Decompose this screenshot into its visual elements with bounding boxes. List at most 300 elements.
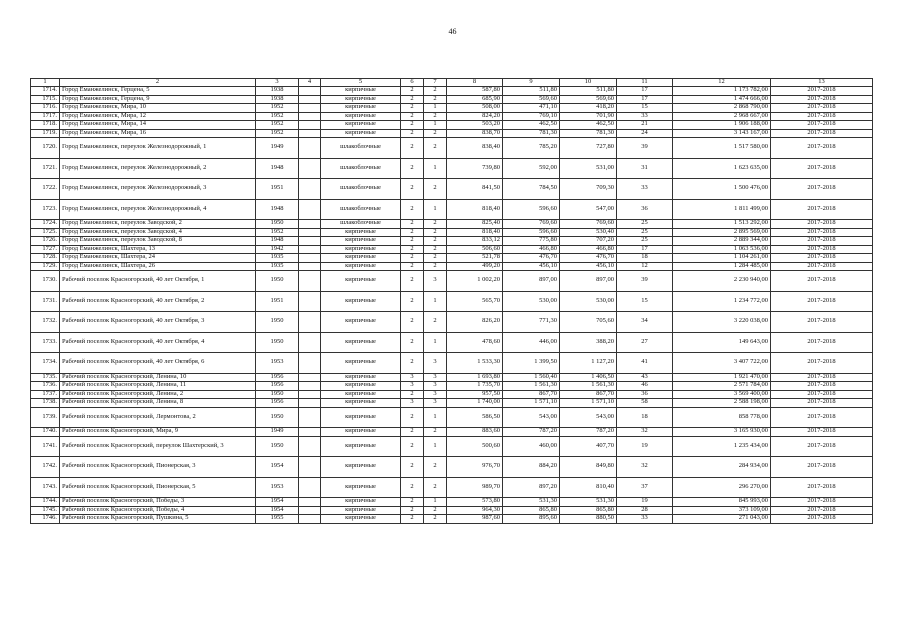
residential-area-cell: 407,70: [560, 436, 617, 457]
build-year-cell: 1954: [256, 498, 299, 507]
repair-cost-cell: 1 921 470,00: [673, 373, 771, 382]
row-number-cell: 1722.: [31, 179, 60, 200]
build-year-cell: 1951: [256, 179, 299, 200]
address-cell: Рабочий поселок Красногорский, Пушкина, 5: [60, 515, 256, 524]
living-area-cell: 530,00: [503, 291, 560, 312]
build-year-cell: 1950: [256, 407, 299, 428]
repair-period-cell: 2017-2018: [771, 262, 873, 271]
row-number-cell: 1742.: [31, 457, 60, 478]
total-area-cell: 1 740,00: [447, 399, 503, 408]
column-number-row: [31, 79, 873, 87]
table-row: [31, 399, 873, 408]
living-area-cell: 1 560,40: [503, 373, 560, 382]
row-number-cell: 1732.: [31, 312, 60, 333]
living-area-cell: 769,60: [503, 220, 560, 229]
row-number-cell: 1727.: [31, 245, 60, 254]
column-4-cell: [299, 199, 321, 220]
build-year-cell: 1953: [256, 477, 299, 498]
repair-period-cell: 2017-2018: [771, 353, 873, 374]
repair-period-cell: 2017-2018: [771, 220, 873, 229]
build-year-cell: 1950: [256, 332, 299, 353]
floors-cell: 2: [401, 436, 424, 457]
total-area-cell: 818,40: [447, 199, 503, 220]
residential-area-cell: 1 406,50: [560, 373, 617, 382]
entrances-cell: 3: [424, 271, 447, 292]
address-cell: Город Еманжелинск, переулок Железнодорожный, 3: [60, 179, 256, 200]
wall-material-cell: кирпичные: [321, 407, 401, 428]
floors-cell: 2: [401, 199, 424, 220]
repair-period-cell: 2017-2018: [771, 199, 873, 220]
column-number-7: 7: [424, 79, 447, 87]
repair-cost-cell: 296 270,00: [673, 477, 771, 498]
repair-cost-cell: 1 500 476,00: [673, 179, 771, 200]
wall-material-cell: шлакоблочные: [321, 179, 401, 200]
wall-material-cell: шлакоблочные: [321, 158, 401, 179]
living-area-cell: 531,30: [503, 498, 560, 507]
column-4-cell: [299, 95, 321, 104]
column-4-cell: [299, 477, 321, 498]
table-row: [31, 353, 873, 374]
address-cell: Город Еманжелинск, Мира, 16: [60, 129, 256, 138]
repair-period-cell: 2017-2018: [771, 228, 873, 237]
address-cell: Рабочий поселок Красногорский, Победы, 4: [60, 506, 256, 515]
table-row: [31, 271, 873, 292]
total-area-cell: 508,00: [447, 104, 503, 113]
living-area-cell: 1 399,50: [503, 353, 560, 374]
row-number-cell: 1726.: [31, 237, 60, 246]
total-area-cell: 838,40: [447, 138, 503, 159]
repair-period-cell: 2017-2018: [771, 179, 873, 200]
total-area-cell: 500,60: [447, 436, 503, 457]
address-cell: Город Еманжелинск, Мира, 12: [60, 112, 256, 121]
residential-area-cell: 1 561,30: [560, 382, 617, 391]
table-row: [31, 87, 873, 96]
repair-period-cell: 2017-2018: [771, 390, 873, 399]
living-area-cell: 867,70: [503, 390, 560, 399]
living-area-cell: 596,60: [503, 199, 560, 220]
wall-material-cell: кирпичные: [321, 477, 401, 498]
address-cell: Рабочий поселок Красногорский, 40 лет Октября, 1: [60, 271, 256, 292]
entrances-cell: 1: [424, 104, 447, 113]
table-row: [31, 228, 873, 237]
column-number-3: 3: [256, 79, 299, 87]
residents-cell: 15: [617, 104, 673, 113]
build-year-cell: 1952: [256, 121, 299, 130]
address-cell: Рабочий поселок Красногорский, Мира, 9: [60, 428, 256, 437]
row-number-cell: 1714.: [31, 87, 60, 96]
repair-cost-cell: 3 220 038,00: [673, 312, 771, 333]
floors-cell: 2: [401, 353, 424, 374]
column-4-cell: [299, 104, 321, 113]
residential-area-cell: 456,10: [560, 262, 617, 271]
address-cell: Город Еманжелинск, переулок Заводской, 2: [60, 220, 256, 229]
total-area-cell: 521,78: [447, 254, 503, 263]
address-cell: Город Еманжелинск, переулок Заводской, 8: [60, 237, 256, 246]
repair-period-cell: 2017-2018: [771, 104, 873, 113]
page-number: 46: [448, 27, 457, 36]
address-cell: Рабочий поселок Красногорский, переулок Шахтерский, 3: [60, 436, 256, 457]
table-row: [31, 158, 873, 179]
living-area-cell: 897,00: [503, 271, 560, 292]
living-area-cell: 784,50: [503, 179, 560, 200]
total-area-cell: 506,60: [447, 245, 503, 254]
entrances-cell: 3: [424, 382, 447, 391]
repair-cost-cell: 2 868 790,00: [673, 104, 771, 113]
address-cell: Рабочий поселок Красногорский, 40 лет Октября, 6: [60, 353, 256, 374]
repair-period-cell: 2017-2018: [771, 254, 873, 263]
total-area-cell: 957,50: [447, 390, 503, 399]
total-area-cell: 987,60: [447, 515, 503, 524]
residents-cell: 33: [617, 112, 673, 121]
column-4-cell: [299, 138, 321, 159]
build-year-cell: 1948: [256, 237, 299, 246]
repair-cost-cell: 845 993,00: [673, 498, 771, 507]
table-row: [31, 332, 873, 353]
entrances-cell: 1: [424, 498, 447, 507]
repair-cost-cell: 2 571 784,00: [673, 382, 771, 391]
column-4-cell: [299, 353, 321, 374]
floors-cell: 2: [401, 104, 424, 113]
residential-area-cell: 787,20: [560, 428, 617, 437]
entrances-cell: 2: [424, 95, 447, 104]
residents-cell: 58: [617, 399, 673, 408]
entrances-cell: 2: [424, 112, 447, 121]
floors-cell: 2: [401, 112, 424, 121]
wall-material-cell: кирпичные: [321, 254, 401, 263]
residents-cell: 18: [617, 407, 673, 428]
table-row: [31, 121, 873, 130]
wall-material-cell: кирпичные: [321, 291, 401, 312]
residential-area-cell: 530,40: [560, 228, 617, 237]
wall-material-cell: шлакоблочные: [321, 138, 401, 159]
entrances-cell: 2: [424, 179, 447, 200]
repair-period-cell: 2017-2018: [771, 382, 873, 391]
address-cell: Город Еманжелинск, Герцена, 5: [60, 87, 256, 96]
residential-area-cell: 709,30: [560, 179, 617, 200]
residential-area-cell: 388,20: [560, 332, 617, 353]
build-year-cell: 1952: [256, 112, 299, 121]
repair-cost-cell: 1 906 188,00: [673, 121, 771, 130]
living-area-cell: 787,20: [503, 428, 560, 437]
repair-cost-cell: 858 778,00: [673, 407, 771, 428]
residential-area-cell: 810,40: [560, 477, 617, 498]
row-number-cell: 1724.: [31, 220, 60, 229]
column-4-cell: [299, 390, 321, 399]
living-area-cell: 543,00: [503, 407, 560, 428]
column-4-cell: [299, 428, 321, 437]
entrances-cell: 3: [424, 390, 447, 399]
entrances-cell: 2: [424, 262, 447, 271]
residents-cell: 17: [617, 245, 673, 254]
floors-cell: 2: [401, 498, 424, 507]
row-number-cell: 1729.: [31, 262, 60, 271]
wall-material-cell: кирпичные: [321, 95, 401, 104]
wall-material-cell: кирпичные: [321, 515, 401, 524]
repair-cost-cell: 3 165 930,00: [673, 428, 771, 437]
total-area-cell: 976,70: [447, 457, 503, 478]
column-number-4: 4: [299, 79, 321, 87]
column-number-10: 10: [560, 79, 617, 87]
repair-period-cell: 2017-2018: [771, 436, 873, 457]
address-cell: Город Еманжелинск, переулок Заводской, 4: [60, 228, 256, 237]
repair-cost-cell: 1 623 635,00: [673, 158, 771, 179]
column-4-cell: [299, 382, 321, 391]
floors-cell: 2: [401, 245, 424, 254]
living-area-cell: 446,00: [503, 332, 560, 353]
repair-period-cell: 2017-2018: [771, 112, 873, 121]
total-area-cell: 826,20: [447, 312, 503, 333]
entrances-cell: 1: [424, 121, 447, 130]
table-row: [31, 199, 873, 220]
build-year-cell: 1949: [256, 428, 299, 437]
residents-cell: 43: [617, 373, 673, 382]
column-4-cell: [299, 271, 321, 292]
table-row: [31, 291, 873, 312]
build-year-cell: 1954: [256, 506, 299, 515]
entrances-cell: 3: [424, 353, 447, 374]
wall-material-cell: кирпичные: [321, 245, 401, 254]
entrances-cell: 3: [424, 373, 447, 382]
address-cell: Рабочий поселок Красногорский, Лермонтова, 2: [60, 407, 256, 428]
repair-period-cell: 2017-2018: [771, 245, 873, 254]
build-year-cell: 1950: [256, 436, 299, 457]
build-year-cell: 1950: [256, 312, 299, 333]
table-row: [31, 373, 873, 382]
row-number-cell: 1735.: [31, 373, 60, 382]
column-4-cell: [299, 457, 321, 478]
residential-area-cell: 476,70: [560, 254, 617, 263]
wall-material-cell: кирпичные: [321, 271, 401, 292]
column-4-cell: [299, 87, 321, 96]
entrances-cell: 2: [424, 457, 447, 478]
build-year-cell: 1950: [256, 271, 299, 292]
total-area-cell: 565,70: [447, 291, 503, 312]
entrances-cell: 2: [424, 477, 447, 498]
row-number-cell: 1723.: [31, 199, 60, 220]
floors-cell: 2: [401, 129, 424, 138]
repair-cost-cell: 3 569 400,00: [673, 390, 771, 399]
column-4-cell: [299, 498, 321, 507]
residential-area-cell: 531,30: [560, 498, 617, 507]
build-year-cell: 1956: [256, 399, 299, 408]
wall-material-cell: кирпичные: [321, 87, 401, 96]
column-number-8: 8: [447, 79, 503, 87]
floors-cell: 2: [401, 515, 424, 524]
repair-period-cell: 2017-2018: [771, 312, 873, 333]
total-area-cell: 739,80: [447, 158, 503, 179]
repair-period-cell: 2017-2018: [771, 477, 873, 498]
total-area-cell: 503,20: [447, 121, 503, 130]
row-number-cell: 1737.: [31, 390, 60, 399]
column-4-cell: [299, 129, 321, 138]
residents-cell: 19: [617, 498, 673, 507]
floors-cell: 2: [401, 254, 424, 263]
total-area-cell: 838,70: [447, 129, 503, 138]
total-area-cell: 1 735,70: [447, 382, 503, 391]
wall-material-cell: кирпичные: [321, 436, 401, 457]
build-year-cell: 1953: [256, 353, 299, 374]
row-number-cell: 1718.: [31, 121, 60, 130]
living-area-cell: 456,10: [503, 262, 560, 271]
living-area-cell: 865,80: [503, 506, 560, 515]
floors-cell: 2: [401, 457, 424, 478]
build-year-cell: 1952: [256, 228, 299, 237]
column-4-cell: [299, 332, 321, 353]
residential-area-cell: 543,00: [560, 407, 617, 428]
row-number-cell: 1740.: [31, 428, 60, 437]
residents-cell: 32: [617, 428, 673, 437]
build-year-cell: 1952: [256, 129, 299, 138]
row-number-cell: 1736.: [31, 382, 60, 391]
total-area-cell: 685,90: [447, 95, 503, 104]
repair-period-cell: 2017-2018: [771, 399, 873, 408]
table-row: [31, 436, 873, 457]
floors-cell: 2: [401, 291, 424, 312]
repair-cost-cell: 2 889 344,00: [673, 237, 771, 246]
total-area-cell: 499,20: [447, 262, 503, 271]
entrances-cell: 1: [424, 332, 447, 353]
repair-cost-cell: 1 104 261,00: [673, 254, 771, 263]
residents-cell: 28: [617, 506, 673, 515]
residents-cell: 33: [617, 515, 673, 524]
living-area-cell: 884,20: [503, 457, 560, 478]
repair-cost-cell: 1 235 434,00: [673, 436, 771, 457]
repair-cost-cell: 1 173 782,00: [673, 87, 771, 96]
repair-period-cell: 2017-2018: [771, 95, 873, 104]
residents-cell: 33: [617, 179, 673, 200]
build-year-cell: 1950: [256, 220, 299, 229]
row-number-cell: 1744.: [31, 498, 60, 507]
table-row: [31, 312, 873, 333]
repair-period-cell: 2017-2018: [771, 87, 873, 96]
column-number-6: 6: [401, 79, 424, 87]
column-4-cell: [299, 121, 321, 130]
total-area-cell: 1 533,30: [447, 353, 503, 374]
column-4-cell: [299, 179, 321, 200]
repair-period-cell: 2017-2018: [771, 271, 873, 292]
row-number-cell: 1728.: [31, 254, 60, 263]
residential-area-cell: 849,80: [560, 457, 617, 478]
address-cell: Город Еманжелинск, Герцена, 9: [60, 95, 256, 104]
floors-cell: 3: [401, 373, 424, 382]
address-cell: Рабочий поселок Красногорский, Победы, 3: [60, 498, 256, 507]
row-number-cell: 1715.: [31, 95, 60, 104]
row-number-cell: 1733.: [31, 332, 60, 353]
repair-cost-cell: 284 934,00: [673, 457, 771, 478]
residential-area-cell: 418,20: [560, 104, 617, 113]
column-4-cell: [299, 228, 321, 237]
residents-cell: 27: [617, 332, 673, 353]
build-year-cell: 1956: [256, 373, 299, 382]
repair-cost-cell: 2 968 667,00: [673, 112, 771, 121]
column-4-cell: [299, 237, 321, 246]
total-area-cell: 586,50: [447, 407, 503, 428]
repair-cost-cell: 2 588 198,00: [673, 399, 771, 408]
residents-cell: 17: [617, 87, 673, 96]
address-cell: Рабочий поселок Красногорский, Ленина, 10: [60, 373, 256, 382]
residential-area-cell: 531,00: [560, 158, 617, 179]
floors-cell: 2: [401, 506, 424, 515]
wall-material-cell: шлакоблочные: [321, 220, 401, 229]
table-row: [31, 515, 873, 524]
row-number-cell: 1743.: [31, 477, 60, 498]
floors-cell: 2: [401, 312, 424, 333]
build-year-cell: 1956: [256, 382, 299, 391]
entrances-cell: 2: [424, 87, 447, 96]
column-number-5: 5: [321, 79, 401, 87]
wall-material-cell: кирпичные: [321, 312, 401, 333]
entrances-cell: 2: [424, 245, 447, 254]
column-4-cell: [299, 112, 321, 121]
residents-cell: 32: [617, 457, 673, 478]
entrances-cell: 2: [424, 506, 447, 515]
residents-cell: 24: [617, 129, 673, 138]
address-cell: Рабочий поселок Красногорский, 40 лет Октября, 4: [60, 332, 256, 353]
column-number-11: 11: [617, 79, 673, 87]
column-4-cell: [299, 506, 321, 515]
repair-cost-cell: 1 474 666,00: [673, 95, 771, 104]
residential-area-cell: 569,60: [560, 95, 617, 104]
repair-period-cell: 2017-2018: [771, 373, 873, 382]
table-row: [31, 382, 873, 391]
total-area-cell: 833,12: [447, 237, 503, 246]
repair-cost-cell: 149 643,00: [673, 332, 771, 353]
repair-cost-cell: 3 407 722,00: [673, 353, 771, 374]
total-area-cell: 1 693,80: [447, 373, 503, 382]
column-4-cell: [299, 312, 321, 333]
build-year-cell: 1935: [256, 262, 299, 271]
total-area-cell: 587,80: [447, 87, 503, 96]
residents-cell: 17: [617, 95, 673, 104]
living-area-cell: 511,80: [503, 87, 560, 96]
residential-area-cell: 727,80: [560, 138, 617, 159]
repair-period-cell: 2017-2018: [771, 407, 873, 428]
build-year-cell: 1942: [256, 245, 299, 254]
total-area-cell: 825,40: [447, 220, 503, 229]
repair-period-cell: 2017-2018: [771, 506, 873, 515]
floors-cell: 2: [401, 95, 424, 104]
residential-area-cell: 867,70: [560, 390, 617, 399]
floors-cell: 2: [401, 271, 424, 292]
repair-cost-cell: 1 284 485,00: [673, 262, 771, 271]
living-area-cell: 462,50: [503, 121, 560, 130]
entrances-cell: 3: [424, 399, 447, 408]
repair-cost-cell: 373 109,00: [673, 506, 771, 515]
wall-material-cell: кирпичные: [321, 262, 401, 271]
row-number-cell: 1719.: [31, 129, 60, 138]
entrances-cell: 1: [424, 158, 447, 179]
total-area-cell: 478,60: [447, 332, 503, 353]
wall-material-cell: кирпичные: [321, 390, 401, 399]
residential-area-cell: 897,00: [560, 271, 617, 292]
table-row: [31, 179, 873, 200]
floors-cell: 2: [401, 220, 424, 229]
address-cell: Город Еманжелинск, переулок Железнодорожный, 1: [60, 138, 256, 159]
entrances-cell: 1: [424, 407, 447, 428]
repair-cost-cell: 1 513 292,00: [673, 220, 771, 229]
entrances-cell: 2: [424, 254, 447, 263]
living-area-cell: 460,00: [503, 436, 560, 457]
living-area-cell: 895,60: [503, 515, 560, 524]
residential-area-cell: 865,80: [560, 506, 617, 515]
build-year-cell: 1952: [256, 104, 299, 113]
residents-cell: 18: [617, 254, 673, 263]
residential-area-cell: 511,80: [560, 87, 617, 96]
residential-area-cell: 462,50: [560, 121, 617, 130]
column-number-13: 13: [771, 79, 873, 87]
row-number-cell: 1746.: [31, 515, 60, 524]
wall-material-cell: кирпичные: [321, 428, 401, 437]
